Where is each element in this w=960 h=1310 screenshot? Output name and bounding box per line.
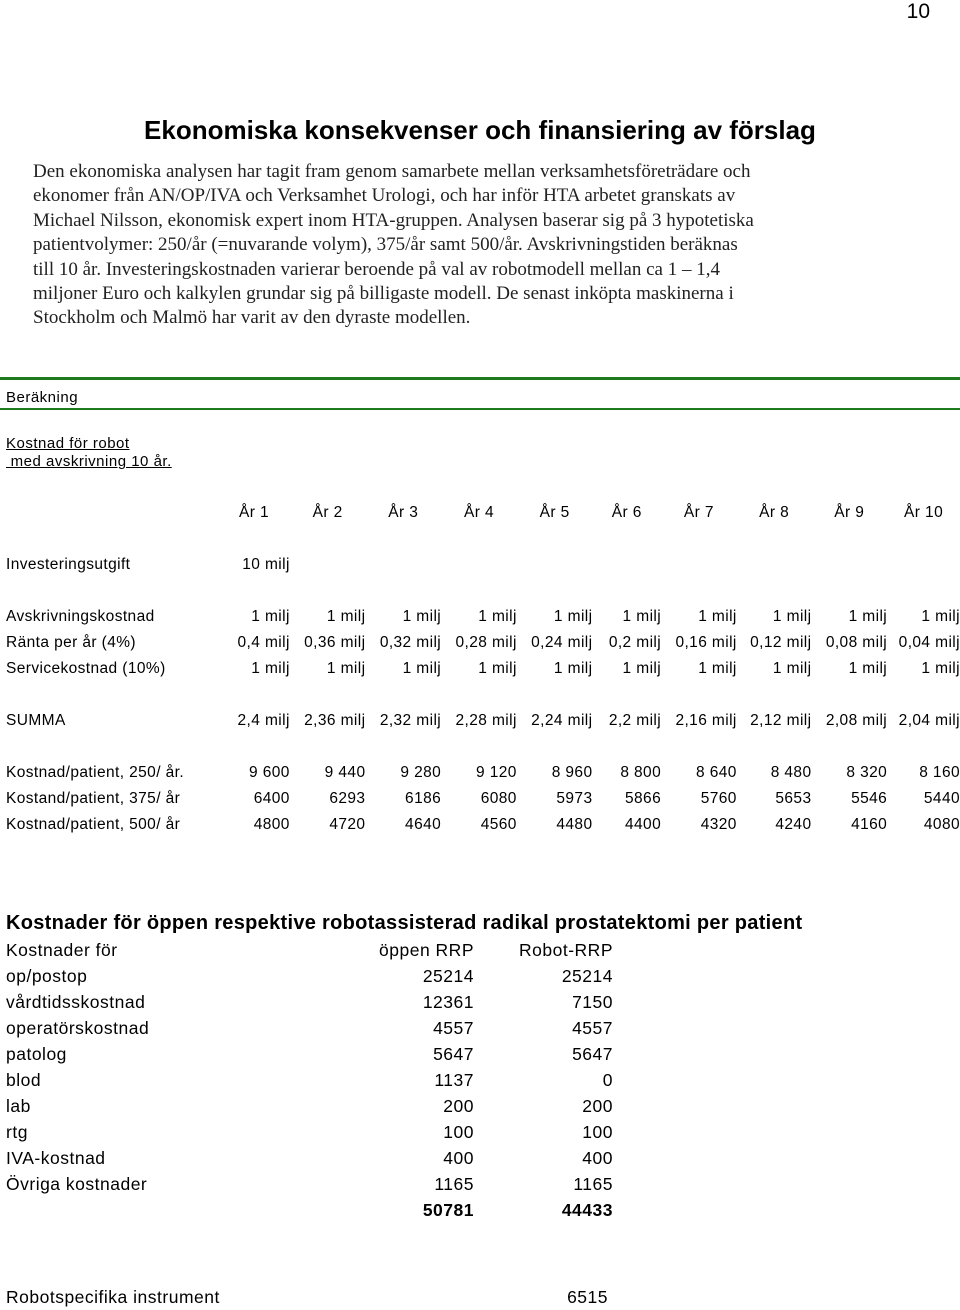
row-label: Investeringsutgift [6, 556, 131, 573]
header-spacer [0, 500, 218, 526]
robot-rrp-value: 7150 [572, 991, 613, 1012]
cell-value: 4080 [923, 816, 960, 833]
open-rrp-value: 1165 [434, 1173, 474, 1194]
cost-label: Övriga kostnader [6, 1173, 148, 1194]
cell-value: 1 milj [326, 660, 366, 677]
col-robot-rrp: Robot-RRP [519, 939, 613, 960]
cell-value: 2,04 milj [898, 712, 960, 729]
cell-value: 5546 [851, 790, 888, 807]
instrument-label: Robotspecifika instrument [6, 1287, 220, 1307]
cost-label: vårdtidsskostnad [6, 991, 146, 1012]
cell-value: 1 milj [251, 660, 290, 677]
cell-value: 1 milj [698, 660, 737, 677]
cell-value: 0,04 milj [898, 634, 960, 651]
total-spacer [0, 1197, 348, 1223]
robot-rrp-value: 1165 [573, 1173, 613, 1194]
cell-value: 0,28 milj [455, 634, 517, 651]
cell-value: 0,12 milj [750, 634, 812, 651]
cost-total-row [0, 1197, 613, 1223]
cell-value: 4400 [625, 816, 662, 833]
cell-value: 1 milj [772, 660, 812, 677]
cell-value: 8 800 [620, 764, 662, 781]
table-row [0, 604, 960, 630]
page-number: 10 [906, 0, 930, 23]
cost-label: operatörskostnad [6, 1017, 150, 1038]
cost-header-label: Kostnader för [6, 939, 118, 960]
blank-row [0, 526, 960, 552]
cell-value: 2,28 milj [455, 712, 517, 729]
cell-value: 4320 [700, 816, 737, 833]
cell-value: 0,4 milj [237, 634, 290, 651]
robot-cost-label-line2: med avskrivning 10 år. [6, 453, 172, 470]
row-label: Kostnad/patient, 500/ år [6, 816, 181, 833]
intro-line: Den ekonomiska analysen har tagit fram genom samarbete mellan verksamhetsföreträdare och [33, 161, 751, 182]
cell-value: 0,08 milj [825, 634, 888, 651]
cell-value: 1 milj [622, 608, 662, 625]
cell-value: 1 milj [921, 660, 960, 677]
cell-value: 2,12 milj [750, 712, 812, 729]
year-header: År 7 [683, 504, 714, 521]
cell-value: 9 120 [476, 764, 517, 781]
cell-value: 1 milj [402, 660, 442, 677]
year-header: År 5 [539, 504, 570, 521]
table-row [0, 786, 960, 812]
cell-value: 5653 [775, 790, 812, 807]
cell-value: 8 480 [770, 764, 812, 781]
cell-value: 1 milj [921, 608, 960, 625]
year-header: År 9 [834, 504, 865, 521]
intro-line: patientvolymer: 250/år (=nuvarande volym), 375/år samt 500/år. Avskrivningstiden beräknas [33, 234, 738, 256]
section-rule [0, 377, 960, 380]
cell-value: 2,32 milj [379, 712, 442, 729]
cost-label: IVA-kostnad [6, 1147, 106, 1168]
cost-row [0, 1015, 613, 1041]
intro-line: ekonomer från AN/OP/IVA och Verksamhet Urologi, och har inför HTA arbetet granskats av [33, 185, 736, 207]
cell-value: 1 milj [772, 608, 812, 625]
robot-rrp-value: 200 [582, 1095, 613, 1116]
open-rrp-value: 4557 [433, 1017, 474, 1038]
year-header: År 8 [759, 504, 790, 521]
cell-value: 9 440 [324, 764, 366, 781]
cell-value: 8 160 [919, 764, 960, 781]
cell-value: 0,36 milj [304, 634, 366, 651]
robot-rrp-value: 0 [602, 1069, 613, 1090]
intro-line: miljoner Euro och kalkylen grundar sig på billigaste modell. De senast inköpta maskinerna i [33, 283, 734, 305]
cell-value: 1 milj [848, 608, 888, 625]
cost-rows [0, 604, 960, 682]
row-label: Servicekostnad (10%) [6, 660, 166, 677]
cost-label: blod [6, 1069, 42, 1090]
cost-row [0, 1171, 613, 1197]
cost-label: op/postop [6, 965, 88, 986]
year-header: År 6 [611, 504, 642, 521]
section-rule-bottom [0, 408, 960, 410]
cell-value: 9 280 [400, 764, 442, 781]
row-label: Avskrivningskostnad [6, 608, 155, 625]
cell-value: 4640 [405, 816, 442, 833]
cell-value: 5440 [923, 790, 960, 807]
cost-row [0, 1067, 613, 1093]
cost-row [0, 963, 613, 989]
cell-value: 0,2 milj [608, 634, 662, 651]
row-label: Ränta per år (4%) [6, 634, 136, 651]
blank-row [0, 682, 960, 708]
cell-value: 1 milj [698, 608, 737, 625]
open-rrp-value: 25214 [422, 965, 474, 986]
cell-value: 5866 [625, 790, 662, 807]
robot-rrp-value: 25214 [561, 965, 613, 986]
col-open-rrp: öppen RRP [379, 939, 474, 960]
row-label: Kostand/patient, 375/ år [6, 790, 181, 807]
table-row [0, 656, 960, 682]
cell-value: 9 600 [249, 764, 290, 781]
cell-value: 0,24 milj [531, 634, 593, 651]
cost-comparison-table [0, 937, 613, 1223]
row-label: SUMMA [6, 712, 66, 729]
cell-value: 0,32 milj [379, 634, 442, 651]
cell-value: 1 milj [478, 660, 517, 677]
calculation-table [0, 500, 960, 838]
cell-value: 8 960 [551, 764, 593, 781]
cost-label: patolog [6, 1043, 67, 1064]
intro-line: Stockholm och Malmö har varit av den dyraste modellen. [33, 307, 471, 329]
blank-row [0, 578, 960, 604]
cell-value: 6080 [480, 790, 517, 807]
per-patient-rows [0, 760, 960, 838]
cell-value: 2,24 milj [531, 712, 593, 729]
cell-value: 1 milj [553, 608, 593, 625]
cell-value: 1 milj [553, 660, 593, 677]
robot-rrp-value: 4557 [572, 1017, 613, 1038]
cell-value: 1 milj [848, 660, 888, 677]
investment-value: 10 milj [242, 556, 290, 573]
cost-row [0, 989, 613, 1015]
cell-value: 8 320 [846, 764, 888, 781]
cell-value: 2,08 milj [825, 712, 888, 729]
cost-label: lab [6, 1095, 31, 1116]
cell-value: 2,36 milj [304, 712, 366, 729]
year-header-row [0, 500, 960, 526]
cell-value: 2,16 milj [675, 712, 737, 729]
year-header: År 3 [388, 504, 419, 521]
section-label: Beräkning [6, 389, 79, 406]
robot-rrp-value: 100 [582, 1121, 613, 1142]
instrument-value: 6515 [567, 1287, 608, 1307]
cell-value: 4720 [329, 816, 366, 833]
cell-value: 5760 [700, 790, 737, 807]
open-rrp-value: 5647 [433, 1043, 474, 1064]
cell-value: 5973 [556, 790, 593, 807]
investment-row [0, 552, 960, 578]
robot-rrp-value: 400 [582, 1147, 613, 1168]
cost-row [0, 1145, 613, 1171]
cell-value: 4240 [775, 816, 812, 833]
robot-rrp-value: 5647 [572, 1043, 613, 1064]
robot-cost-label-line1: Kostnad för robot [6, 435, 130, 452]
total-open: 50781 [422, 1199, 474, 1220]
cell-value: 4160 [851, 816, 888, 833]
page-title: Ekonomiska konsekvenser och finansiering av förslag [144, 115, 816, 145]
year-header: År 10 [904, 504, 944, 521]
open-rrp-value: 12361 [422, 991, 474, 1012]
open-rrp-value: 100 [443, 1121, 474, 1142]
table-row [0, 812, 960, 838]
cost-item-rows [0, 963, 613, 1197]
row-label: Kostnad/patient, 250/ år. [6, 764, 185, 781]
table-row [0, 760, 960, 786]
open-rrp-value: 400 [443, 1147, 474, 1168]
cost-comparison-title: Kostnader för öppen respektive robotassisterad radikal prostatektomi per patient [6, 912, 803, 934]
open-rrp-value: 1137 [434, 1069, 474, 1090]
cost-row [0, 1119, 613, 1145]
cell-value: 1 milj [251, 608, 290, 625]
cell-value: 2,2 milj [608, 712, 662, 729]
year-header: År 2 [312, 504, 343, 521]
cell-value: 1 milj [326, 608, 366, 625]
open-rrp-value: 200 [443, 1095, 474, 1116]
cost-row [0, 1093, 613, 1119]
cell-value: 4480 [556, 816, 593, 833]
cost-header-row [0, 937, 613, 963]
table-row [0, 708, 960, 734]
cell-value: 8 640 [695, 764, 737, 781]
intro-line: till 10 år. Investeringskostnaden varierar beroende på val av robotmodell mellan ca 1 – 1,4 [33, 258, 720, 280]
cell-value: 6400 [253, 790, 290, 807]
year-header: År 1 [239, 504, 270, 521]
total-robot: 44433 [561, 1199, 613, 1220]
cell-value: 4560 [480, 816, 517, 833]
cell-value: 4800 [253, 816, 290, 833]
cost-row [0, 1041, 613, 1067]
cell-value: 0,16 milj [675, 634, 737, 651]
intro-paragraph [33, 160, 754, 331]
cell-value: 6293 [329, 790, 366, 807]
cell-value: 2,4 milj [237, 712, 290, 729]
blank-row [0, 734, 960, 760]
cost-label: rtg [6, 1121, 28, 1142]
year-header: År 4 [463, 504, 494, 521]
table-row [0, 630, 960, 656]
summa-rows [0, 708, 960, 734]
cell-value: 1 milj [402, 608, 442, 625]
intro-line: Michael Nilsson, ekonomisk expert inom HTA-gruppen. Analysen baserar sig på 3 hypotetiska [33, 209, 754, 231]
cell-value: 1 milj [478, 608, 517, 625]
cell-value: 6186 [405, 790, 442, 807]
cell-value: 1 milj [622, 660, 662, 677]
